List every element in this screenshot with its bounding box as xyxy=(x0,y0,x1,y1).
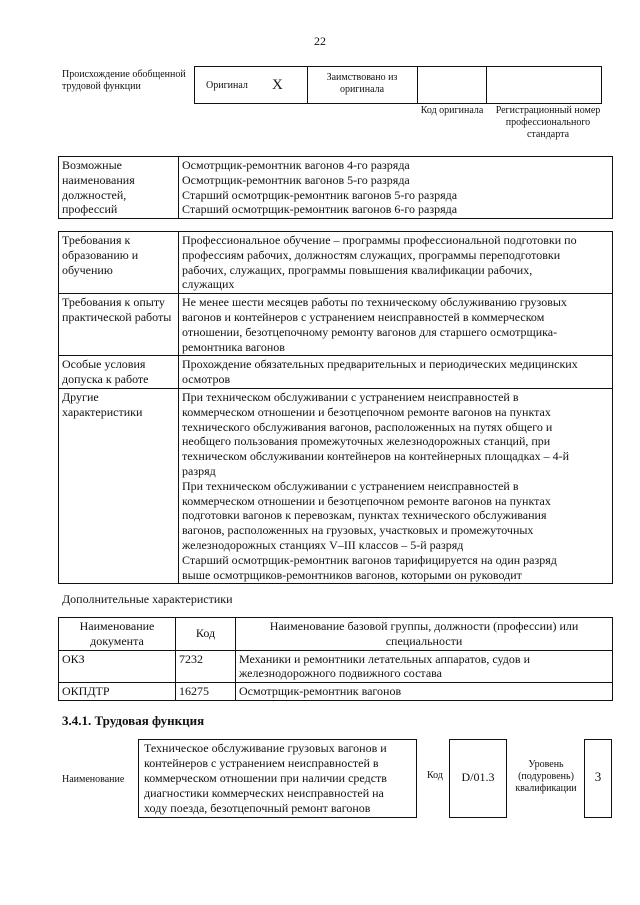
additional-header-row xyxy=(59,618,613,651)
text-line: вагонов, расположенных на грузовых, участковых и промежуточных xyxy=(182,523,534,538)
doc-cell: ОКЗ xyxy=(59,650,176,683)
table-row xyxy=(59,683,613,701)
original-code-label: Код оригинала xyxy=(420,105,484,116)
qualification-level-value: 3 xyxy=(594,769,602,784)
table-row xyxy=(59,650,613,683)
position-item: Старший осмотрщик-ремонтник вагонов 6-го разряда xyxy=(182,202,458,217)
text-line: выше осмотрщиков-ремонтников вагонов, которыми он руководит xyxy=(182,567,522,582)
positions-table xyxy=(58,156,613,219)
text-line: При техническом обслуживании с устранением неисправностей в xyxy=(182,478,519,493)
experience-text xyxy=(179,294,613,356)
text-line: коммерческом отношении и безотцепочном ремонте вагонов на пунктах xyxy=(182,493,551,508)
text-line: отношении, безотцепочному ремонту вагонов для старшего осмотрщика- xyxy=(182,324,558,339)
text-line: Старший осмотрщик-ремонтник вагонов тарифицируется на один разряд xyxy=(182,552,557,567)
text-line: контейнеров с устранением неисправностей в xyxy=(144,756,379,770)
original-option-label: Оригинал xyxy=(206,80,248,91)
requirement-row-admission xyxy=(59,356,613,389)
text-line: рабочих, служащих, программы повышения квалификации рабочих, xyxy=(182,262,533,277)
education-label: Требования к образованию и обучению xyxy=(59,232,179,294)
text-line: техническом обслуживании контейнеров на контейнерных площадках – 4-й xyxy=(182,449,570,464)
text-line: технического обслуживания вагонов, расположенных на путях общего и xyxy=(182,419,553,434)
name-cell: Механики и ремонтники летательных аппаратов, судов и железнодорожного подвижного состава xyxy=(236,650,613,683)
function-name-label: Наименование xyxy=(62,774,125,785)
borrowed-option-label: Заимствовано из оригинала xyxy=(326,72,398,95)
name-cell: Осмотрщик-ремонтник вагонов xyxy=(236,683,613,701)
qualification-level-label: Уровень (подуровень) квалификации xyxy=(515,759,577,794)
function-name-box xyxy=(138,739,417,818)
education-text xyxy=(179,232,613,294)
text-line: железнодорожных станциях V–III классов – 5-й разряд xyxy=(182,537,464,552)
doc-cell: ОКПДТР xyxy=(59,683,176,701)
positions-label: Возможные наименования должностей, профессий xyxy=(59,157,179,219)
text-line: служащих xyxy=(182,277,235,292)
page-number: 22 xyxy=(314,34,326,48)
text-line: осмотров xyxy=(182,372,231,387)
admission-label: Особые условия допуска к работе xyxy=(59,356,179,389)
function-code-value: D/01.3 xyxy=(461,770,495,784)
header-code: Код xyxy=(176,618,236,651)
requirement-row-other xyxy=(59,388,613,583)
text-line: профессиям рабочих, должностям служащих, программы переподготовки xyxy=(182,247,561,262)
text-line: диагностики коммерческих неисправностей на xyxy=(144,786,384,800)
registration-number-label: Регистрационный номер профессионального стандарта xyxy=(495,105,601,140)
other-text xyxy=(179,388,613,583)
other-label: Другие характеристики xyxy=(59,388,179,583)
function-code-box xyxy=(449,739,507,818)
text-line: разряд xyxy=(182,463,216,478)
qualification-level-box xyxy=(584,739,612,818)
requirement-row-experience xyxy=(59,294,613,356)
additional-title: Дополнительные характеристики xyxy=(62,592,233,606)
text-line: Прохождение обязательных предварительных и периодических медицинских xyxy=(182,357,578,372)
admission-text xyxy=(179,356,613,389)
text-line: ремонтника вагонов xyxy=(182,339,285,354)
text-line: подготовки вагонов к перевозкам, пунктах технического обслуживания xyxy=(182,508,547,523)
text-line: ходу поезда, безотцепочный ремонт вагонов xyxy=(144,801,371,815)
text-line: Не менее шести месяцев работы по техническому обслуживанию грузовых xyxy=(182,295,567,310)
position-item: Осмотрщик-ремонтник вагонов 4-го разряда xyxy=(182,158,410,172)
origin-label: Происхождение обобщенной трудовой функции xyxy=(62,69,186,92)
positions-list xyxy=(179,157,613,219)
text-line: При техническом обслуживании с устранением неисправностей в xyxy=(182,389,519,404)
text-line: коммерческом отношении и безотцепочном ремонте вагонов на пунктах xyxy=(182,404,551,419)
text-line: Техническое обслуживание грузовых вагонов и xyxy=(144,741,387,755)
code-cell: 16275 xyxy=(176,683,236,701)
text-line: вагонов и контейнеров с устранением неисправностей в коммерческом xyxy=(182,309,545,324)
requirements-table xyxy=(58,231,613,584)
code-cell: 7232 xyxy=(176,650,236,683)
section-heading: 3.4.1. Трудовая функция xyxy=(62,713,205,728)
additional-table xyxy=(58,617,613,701)
position-item: Осмотрщик-ремонтник вагонов 5-го разряда xyxy=(182,172,410,187)
requirement-row-education xyxy=(59,232,613,294)
header-name: Наименование базовой группы, должности (профессии) или специальности xyxy=(236,618,613,651)
text-line: Профессиональное обучение – программы профессиональной подготовки по xyxy=(182,233,577,247)
text-line: коммерческом отношении при наличии средств xyxy=(144,771,387,785)
original-mark: X xyxy=(272,77,283,93)
function-code-label: Код xyxy=(427,770,443,781)
experience-label: Требования к опыту практической работы xyxy=(59,294,179,356)
text-line: необщего пользования промежуточных железнодорожных станций, при xyxy=(182,434,551,449)
position-item: Старший осмотрщик-ремонтник вагонов 5-го разряда xyxy=(182,187,458,202)
header-document: Наименование документа xyxy=(59,618,176,651)
